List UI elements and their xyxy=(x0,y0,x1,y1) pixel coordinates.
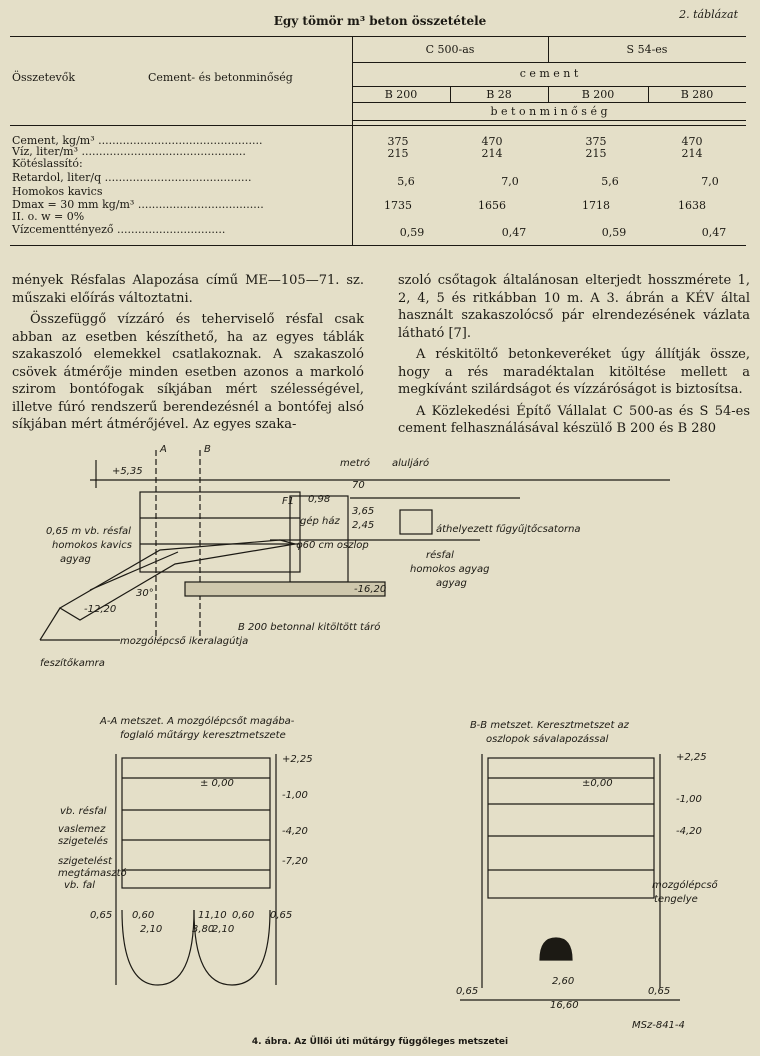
col-minoseg: Cement- és betonminőség xyxy=(148,71,293,84)
cell-value: 470 xyxy=(681,135,703,148)
paragraph: A réskitöltő betonkeveréket úgy állítják össze, hogy a rés maradéktalan kitöltése mellett a megkívánt szilárdságot és vízzáróságot is biztosítsa. xyxy=(398,347,750,397)
row-label: Retardol, liter/q .......................................... xyxy=(12,171,252,184)
aa-title: A-A metszet. A mozgólépcsőt magába- xyxy=(100,716,295,727)
section-label-b: B xyxy=(204,444,211,455)
dim-label: 0,65 xyxy=(456,986,479,997)
row-label: Dmax = 30 mm kg/m³ .................................... xyxy=(12,198,264,211)
table-top-rule xyxy=(10,36,746,37)
vb-fal-label: vb. fal xyxy=(64,880,96,891)
cell-value: 1718 xyxy=(582,199,610,212)
level-label: +2,25 xyxy=(676,752,707,763)
cell-value: 0,47 xyxy=(701,226,727,239)
cell-value: 375 xyxy=(585,135,607,148)
level-label: ± 0,00 xyxy=(200,778,234,789)
station-box xyxy=(140,492,300,572)
cell-value: 0,59 xyxy=(399,226,425,239)
resfal-label: 0,65 m vb. résfal xyxy=(46,526,131,537)
bb-section-box xyxy=(488,758,654,898)
cement-c500: C 500-as xyxy=(425,43,475,56)
cement-s54: S 54-es xyxy=(626,43,668,56)
vaslemez-label: vaslemez xyxy=(58,824,106,835)
level-label: -7,20 xyxy=(282,856,308,867)
level-label: -1,00 xyxy=(676,794,702,805)
szigetelest-label: szigetelést xyxy=(58,856,112,867)
homokos-agyag-label: homokos agyag xyxy=(410,564,490,575)
level-label: +5,35 xyxy=(112,466,143,477)
aa-tunnel-right xyxy=(194,910,270,985)
ikeralagut-label: mozgólépcső ikeralagútja xyxy=(120,636,249,647)
text-column-right xyxy=(398,272,750,438)
megtamaszto-label: megtámasztó xyxy=(58,868,127,879)
row-label: Vízcementtényező ............................... xyxy=(12,223,226,236)
tengelye-label: tengelye xyxy=(654,894,698,905)
angle-label: 30° xyxy=(136,588,154,599)
level-label: -1,00 xyxy=(282,790,308,801)
dim-label: 16,60 xyxy=(550,1000,579,1011)
cell-value: 1735 xyxy=(384,199,412,212)
grade-1: B 200 xyxy=(384,88,418,101)
dim-label: 0,65 xyxy=(270,910,293,921)
dim-label: 2,10 xyxy=(140,924,163,935)
cell-value: 5,6 xyxy=(397,175,415,188)
dim-label: 11,10 xyxy=(198,910,227,921)
dim-label: 2,45 xyxy=(352,520,375,531)
table-title: Egy tömör m³ beton összetétele xyxy=(273,14,487,28)
dim-label: 0,65 xyxy=(648,986,671,997)
cell-value: 214 xyxy=(681,147,703,160)
oszlop-column xyxy=(290,496,348,582)
metro-label: metró xyxy=(340,458,371,469)
cell-value: 215 xyxy=(387,147,409,160)
row-label: II. o. w = 0% xyxy=(12,210,85,223)
level-label: -4,20 xyxy=(282,826,308,837)
dim-label: 0,60 xyxy=(232,910,255,921)
row-label: Cement, kg/m³ ............................................... xyxy=(12,134,263,147)
table-rule xyxy=(352,62,746,63)
engineering-drawing xyxy=(0,440,760,1036)
level-label: ±0,00 xyxy=(582,778,613,789)
cell-value: 1656 xyxy=(478,199,506,212)
agyag-label: agyag xyxy=(60,554,91,565)
resfal-label: résfal xyxy=(426,550,454,561)
table-rule xyxy=(352,86,746,87)
cell-value: 1638 xyxy=(678,199,706,212)
bb-title: B-B metszet. Keresztmetszet az xyxy=(470,720,629,731)
paragraph: mények Résfalas Alapozása című ME—105—71. sz. műszaki előírás változtatni. xyxy=(12,273,364,306)
table-rule xyxy=(352,102,746,103)
row-label: Homokos kavics xyxy=(12,185,103,198)
grade-2: B 28 xyxy=(486,88,512,101)
cell-value: 0,59 xyxy=(601,226,627,239)
row-label: Víz, liter/m³ ............................................... xyxy=(12,145,246,158)
cell-value: 5,6 xyxy=(601,175,619,188)
cement-label: c e m e n t xyxy=(519,67,579,80)
aa-tunnel-left xyxy=(122,910,194,985)
text-column-left xyxy=(12,272,364,434)
table-header-rule xyxy=(10,125,746,126)
section-label-a: A xyxy=(160,444,167,455)
table-number: 2. táblázat xyxy=(679,8,738,21)
mozgolepcso-label: mozgólépcső xyxy=(652,880,718,891)
table-bottom-rule xyxy=(10,245,746,246)
bb-escalator-tunnel xyxy=(540,938,572,960)
table-rule xyxy=(352,120,746,121)
level-label: +2,25 xyxy=(282,754,313,765)
figure-caption: 4. ábra. Az Üllői úti műtárgy függőleges metszetei xyxy=(251,1037,509,1047)
dim-label: 3,65 xyxy=(352,506,375,517)
bb-title: oszlopok sávalapozással xyxy=(486,734,609,745)
agyag-label: agyag xyxy=(436,578,467,589)
feszitokamra-label: feszítőkamra xyxy=(40,658,105,669)
vb-resfal-label: vb. résfal xyxy=(60,806,107,817)
paragraph: A Közlekedési Építő Vállalat C 500-as és S 54-es cement felhasználásával készülő B 200 és B 280 xyxy=(398,403,750,436)
dim-label: 0,65 xyxy=(90,910,113,921)
dim-label: 70 xyxy=(352,480,365,491)
dim-label: 2,10 xyxy=(212,924,235,935)
col-osszetevok: Összetevők xyxy=(12,71,76,84)
szigeteles-label: szigetelés xyxy=(58,836,108,847)
level-label: -12,20 xyxy=(84,604,117,615)
dim-label: 3,80 xyxy=(192,924,215,935)
grade-3: B 200 xyxy=(581,88,615,101)
aa-title: foglaló műtárgy keresztmetszete xyxy=(120,730,286,741)
betonminoseg-label: b e t o n m i n ő s é g xyxy=(490,105,608,118)
b200-label: B 200 betonnal kitöltött táró xyxy=(238,622,381,633)
row-label: Kötéslassító: xyxy=(12,157,83,170)
athelyezett-label: áthelyezett fűgyűjtőcsatorna xyxy=(436,524,581,535)
cell-value: 214 xyxy=(481,147,503,160)
gephaz-label: gép ház xyxy=(300,516,340,527)
grade-4: B 280 xyxy=(680,88,714,101)
paragraph: Összefüggő vízzáró és teherviselő résfal csak abban az esetben készíthető, ha az egyes táblák szakaszoló elemekkel csatlakoznak. A szakaszoló csövek átmérője minden esetben azonos a markoló szirom bontófogak síkjában mért szélességével, illetve fúró rendszerű berendezésnél a bontófej alsó síkjában mért átmérőjével. Az egyes szaka- xyxy=(12,312,364,432)
cell-value: 215 xyxy=(585,147,607,160)
cell-value: 470 xyxy=(481,135,503,148)
cell-value: 7,0 xyxy=(501,175,519,188)
level-label: -4,20 xyxy=(676,826,702,837)
cell-value: 375 xyxy=(387,135,409,148)
dim-label: F1 xyxy=(282,496,295,507)
homokos-kavics-label: homokos kavics xyxy=(52,540,132,551)
level-label: -16,20 xyxy=(354,584,387,595)
dim-label: 0,98 xyxy=(308,494,331,505)
drawing-stamp: MSz-841-4 xyxy=(632,1020,685,1031)
oszlop-label: φ60 cm oszlop xyxy=(296,540,369,551)
cell-value: 7,0 xyxy=(701,175,719,188)
dim-label: 2,60 xyxy=(552,976,575,987)
paragraph: szoló csőtagok általánosan elterjedt hosszmérete 1, 2, 4, 5 és ritkábban 10 m. A 3. ábrán a KÉV által használt szakaszolócső pár elrendezésének vázlata látható [7]. xyxy=(398,273,750,341)
dim-label: 0,60 xyxy=(132,910,155,921)
aluljaro-label: aluljáró xyxy=(392,458,430,469)
collector-channel xyxy=(400,510,432,534)
cell-value: 0,47 xyxy=(501,226,527,239)
